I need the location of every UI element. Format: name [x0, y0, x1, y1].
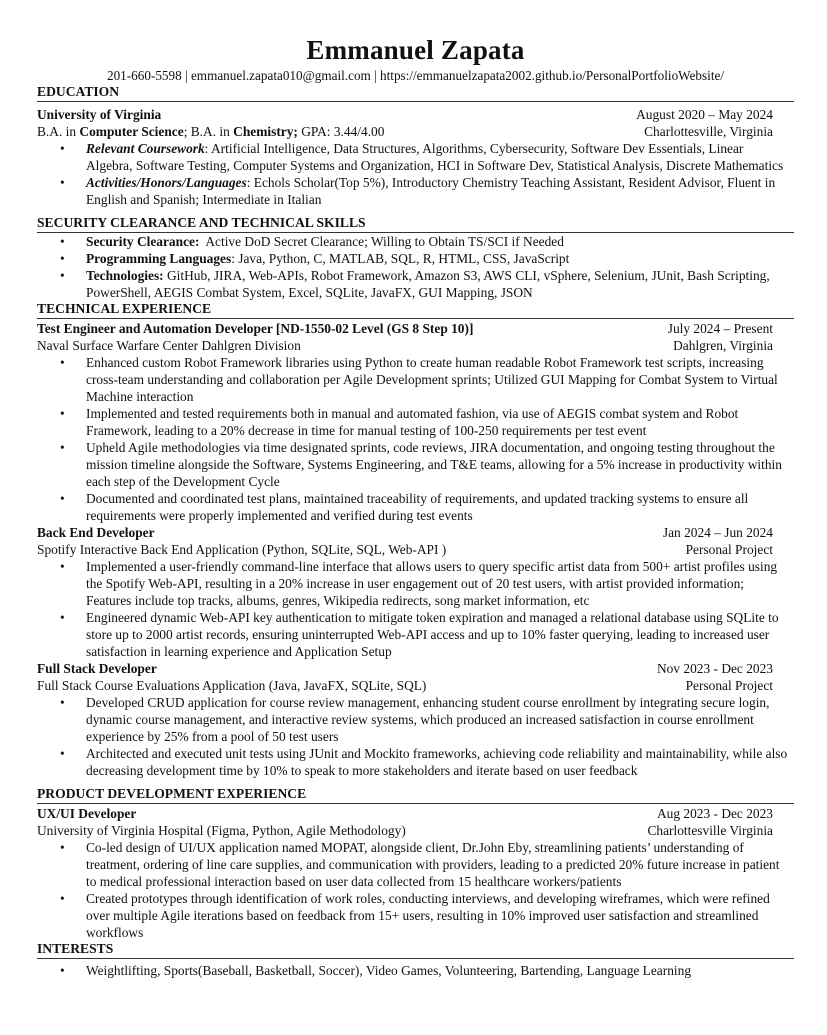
job-dates: Jan 2024 – Jun 2024 [662, 525, 773, 540]
list-item: • Architected and executed unit tests using JUnit and Mockito frameworks, achieving code reliability and maintainability, while also decreasing development time by 10% to speak to more stakeholders and iterate based on user feedback [37, 745, 794, 779]
technologies-text: GitHub, JIRA, Web-APIs, Robot Framework, Amazon S3, AWS CLI, vSphere, Selenium, JUnit, Bash Scripting, PowerShell, AEGIS Combat System, Excel, SQLite, JavaFX, GUI Mapping, JSON [86, 268, 770, 300]
list-item: • Engineered dynamic Web-API key authentication to mitigate token expiration and managed a relational database using SQLite to store up to 2000 artist records, ensuring uninterrupted Web-API access and up to 10% faster querying, leading to increased user satisfaction in learning experience and Application Setup [37, 609, 794, 660]
list-item [37, 233, 794, 250]
job-header-row [37, 660, 794, 677]
education-dates: August 2020 – May 2024 [636, 107, 773, 122]
education-degree-row [37, 123, 794, 140]
candidate-name: Emmanuel Zapata [306, 35, 525, 65]
section-heading-product-experience: PRODUCT DEVELOPMENT EXPERIENCE [37, 786, 794, 804]
job-location: Charlottesville Virginia [647, 823, 773, 838]
list-item: • Developed CRUD application for course review management, enhancing student course enrollment by integrating secure login, dynamic course management, and interactive review systems, which produced an increased satisfaction in course enrollment experience by 25% from a pool of 50 test users [37, 694, 794, 745]
job-org: University of Virginia Hospital (Figma, Python, Agile Methodology) [37, 823, 406, 838]
degree-major-1: Computer Science [79, 124, 184, 139]
phone-number: 201-660-5598 [106, 68, 182, 83]
email-link[interactable]: emmanuel.zapata010@gmail.com [190, 68, 371, 83]
clearance-label: Security Clearance: [86, 234, 200, 249]
skills-list [37, 233, 794, 301]
degree-mid: ; B.A. in [183, 124, 234, 139]
section-heading-technical-experience: TECHNICAL EXPERIENCE [37, 301, 794, 319]
activities-label: Activities/Honors/Languages [86, 175, 247, 190]
job-org-row [37, 822, 794, 839]
languages-label: Programming Languages [86, 251, 232, 266]
section-heading-skills: SECURITY CLEARANCE AND TECHNICAL SKILLS [37, 215, 794, 233]
section-heading-education: EDUCATION [37, 84, 794, 102]
languages-text: : Java, Python, C, MATLAB, SQL, R, HTML, CSS, JavaScript [231, 251, 570, 266]
job-bullets [37, 694, 794, 779]
job-bullets [37, 558, 794, 660]
education-header-row [37, 106, 794, 123]
list-item: • Upheld Agile methodologies via time designated sprints, code reviews, JIRA documentation, and ongoing testing throughout the mission timeline alongside the Software, Systems Engineering, and T&E teams, allowing for a 5% increase in productivity within each step of the Development Cycle [37, 439, 794, 490]
interests-list [37, 962, 794, 979]
list-item [37, 267, 794, 301]
job-dates: Aug 2023 - Dec 2023 [656, 806, 773, 821]
job-org: Naval Surface Warfare Center Dahlgren Division [37, 338, 301, 353]
list-item: • Documented and coordinated test plans, maintained traceability of requirements, and updated tracking systems to ensure all requirements were properly implemented and verified during test events [37, 490, 794, 524]
job-bullets [37, 839, 794, 941]
job-header-row [37, 320, 794, 337]
website-link[interactable]: https://emmanuelzapata2002.github.io/PersonalPortfolioWebsite/ [380, 68, 724, 83]
technologies-label: Technologies: [86, 268, 164, 283]
degree-prefix: B.A. in [37, 124, 80, 139]
job-org: Spotify Interactive Back End Application (Python, SQLite, SQL, Web-API ) [37, 542, 447, 557]
section-heading-interests: INTERESTS [37, 941, 794, 959]
job-header-row [37, 805, 794, 822]
degree-major-2: Chemistry; [233, 124, 298, 139]
job-org-row [37, 541, 794, 558]
list-item: • Created prototypes through identification of work roles, conducting interviews, and developing wireframes, which were refined over multiple Agile iterations based on feedback from 15+ users, resulting in 10% improved user satisfaction and streamlined workflows [37, 890, 794, 941]
list-item [37, 140, 794, 174]
degree-text [37, 123, 384, 140]
list-item [37, 174, 794, 208]
list-item [37, 250, 794, 267]
contact-separator: | [181, 68, 191, 83]
job-location: Personal Project [685, 542, 773, 557]
activities-text: : Echols Scholar(Top 5%), Introductory Chemistry Teaching Assistant, Resident Advisor, Fluent in English and Spanish; Intermediate in Italian [86, 175, 776, 207]
job-entry [37, 320, 794, 524]
job-org-row [37, 677, 794, 694]
job-org-row [37, 337, 794, 354]
job-entry [37, 660, 794, 779]
education-location: Charlottesville, Virginia [644, 124, 773, 139]
gpa: GPA: 3.44/4.00 [297, 124, 385, 139]
list-item: • Implemented a user-friendly command-line interface that allows users to query specific artist data from 500+ artist profiles using the Spotify Web-API, resulting in a 20% increase in user engagement out of 20 test users, with artist provided information; Features include top tracks, albums, genres, Wikipedia redirects, song market information, etc [37, 558, 794, 609]
job-role: Back End Developer [37, 525, 155, 540]
job-org: Full Stack Course Evaluations Application (Java, JavaFX, SQLite, SQL) [37, 678, 427, 693]
job-role: Test Engineer and Automation Developer [ND-1550-02 Level (GS 8 Step 10)] [37, 321, 474, 336]
job-dates: July 2024 – Present [667, 321, 773, 336]
job-location: Personal Project [685, 678, 773, 693]
contact-separator: | [370, 68, 381, 83]
clearance-text: Active DoD Secret Clearance; Willing to Obtain TS/SCI if Needed [199, 234, 564, 249]
list-item: • Implemented and tested requirements both in manual and automated fashion, via use of AEGIS combat system and Robot Framework, leading to a 20% decrease in time for manual testing of 100-250 requirements per test event [37, 405, 794, 439]
resume-page [37, 34, 794, 979]
job-role: UX/UI Developer [37, 806, 137, 821]
list-item: • Enhanced custom Robot Framework libraries using Python to create human readable Robot Framework test scripts, increasing cross-team understanding and collaboration per Agile Development sprints; Utilized GUI Mapping for Combat System to Virtual Machine interaction [37, 354, 794, 405]
job-bullets [37, 354, 794, 524]
education-details [37, 140, 794, 208]
school-name: University of Virginia [37, 107, 162, 122]
job-role: Full Stack Developer [37, 661, 157, 676]
job-dates: Nov 2023 - Dec 2023 [656, 661, 773, 676]
job-entry [37, 524, 794, 660]
job-location: Dahlgren, Virginia [673, 338, 773, 353]
coursework-text: : Artificial Intelligence, Data Structures, Algorithms, Cybersecurity, Software Dev Essentials, Linear Algebra, Software Testing, Computer Systems and Organization, HCI in Software Dev, Statistical Analysis, Discrete Mathematics [86, 141, 784, 173]
coursework-label: Relevant Coursework [86, 141, 205, 156]
job-header-row [37, 524, 794, 541]
list-item: • Co-led design of UI/UX application named MOPAT, alongside client, Dr.John Eby, streamlining patients’ understanding of treatment, ordering of line care supplies, and communication with providers, leading to a predicted 20% future increase in patient to medical professional interaction based on user data collected from 15 healthcare workers/patients [37, 839, 794, 890]
contact-line [37, 67, 794, 84]
list-item: • Weightlifting, Sports(Baseball, Basketball, Soccer), Video Games, Volunteering, Bartending, Language Learning [37, 962, 794, 979]
